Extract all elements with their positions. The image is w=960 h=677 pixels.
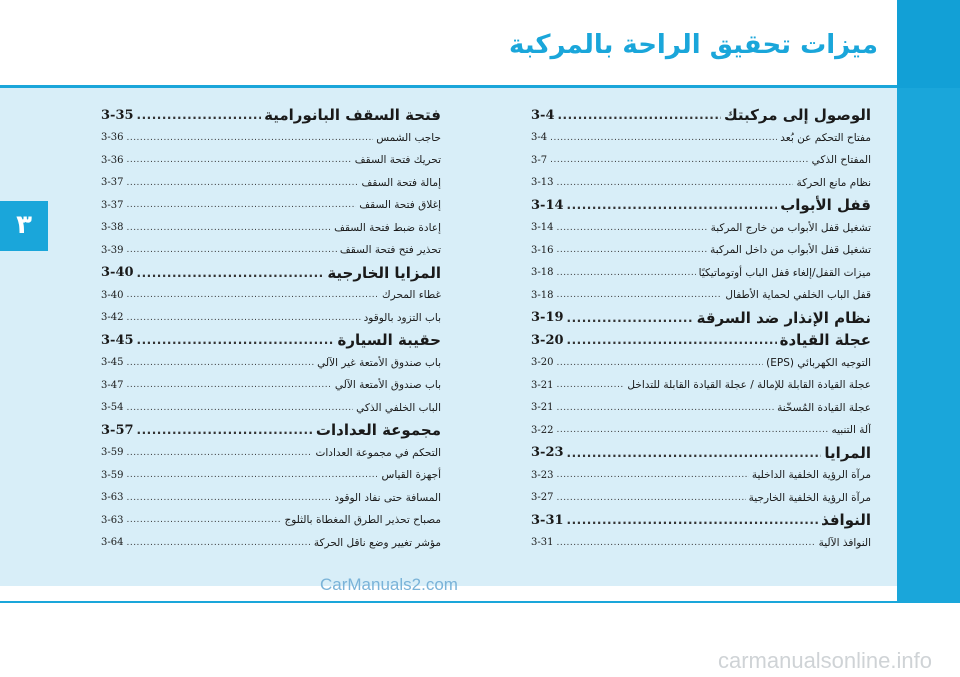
toc-page-number: 3-40 [101, 289, 124, 301]
toc-page-number: 3-47 [101, 379, 124, 391]
toc-leader-dots [126, 200, 356, 210]
toc-leader-dots [126, 155, 351, 165]
toc-entry[interactable] [531, 262, 871, 285]
toc-entry-label: عجلة القيادة المُسخّنة [777, 401, 871, 414]
toc-entry[interactable] [101, 509, 441, 532]
toc-page-number: 3-31 [531, 537, 554, 549]
toc-section-entry[interactable] [531, 104, 871, 127]
toc-entry-label: مجموعة العدادات [315, 421, 441, 440]
toc-leader-dots [556, 290, 722, 300]
toc-entry[interactable] [101, 374, 441, 397]
table-of-contents [88, 88, 897, 586]
toc-entry[interactable] [101, 464, 441, 487]
toc-page-number: 3-14 [531, 222, 554, 234]
toc-leader-dots [567, 198, 778, 212]
toc-entry[interactable] [531, 487, 871, 510]
toc-entry-label: التوجيه الكهربائي (EPS) [766, 356, 871, 369]
toc-entry-label: المفتاح الذكي [811, 154, 871, 167]
toc-section-entry[interactable] [531, 442, 871, 465]
toc-leader-dots [556, 358, 763, 368]
toc-page-number: 3-13 [531, 177, 554, 189]
toc-entry[interactable] [101, 217, 441, 240]
toc-entry[interactable] [101, 194, 441, 217]
toc-entry[interactable] [101, 239, 441, 262]
toc-page-number: 3-45 [101, 332, 134, 348]
toc-section-entry[interactable] [101, 329, 441, 352]
toc-entry-label: إعادة ضبط فتحة السقف [334, 221, 441, 234]
toc-entry-label: الباب الخلفي الذكي [356, 401, 441, 414]
toc-page-number: 3-40 [101, 265, 134, 281]
toc-leader-dots [550, 133, 777, 143]
toc-leader-dots [556, 538, 815, 548]
toc-leader-dots [556, 425, 828, 435]
toc-page-number: 3-23 [531, 469, 554, 481]
toc-leader-dots [126, 245, 336, 255]
toc-entry[interactable] [531, 419, 871, 442]
toc-leader-dots [556, 403, 774, 413]
toc-entry-label: مرآة الرؤية الخلفية الداخلية [751, 469, 871, 482]
toc-leader-dots [126, 538, 310, 548]
toc-leader-dots [556, 245, 707, 255]
toc-entry-label: النوافذ الآلية [818, 536, 871, 549]
toc-leader-dots [126, 290, 379, 300]
toc-entry[interactable] [531, 284, 871, 307]
toc-entry-label: تحريك فتحة السقف [354, 154, 441, 167]
toc-entry-label: الوصول إلى مركبتك [723, 106, 871, 125]
toc-entry[interactable] [101, 442, 441, 465]
toc-entry-label: غطاء المحرك [382, 289, 441, 302]
toc-page-number: 3-27 [531, 492, 554, 504]
toc-leader-dots [126, 358, 314, 368]
toc-leader-dots [556, 493, 745, 503]
toc-entry[interactable] [101, 284, 441, 307]
toc-leader-dots [126, 133, 373, 143]
toc-leader-dots [126, 223, 331, 233]
toc-leader-dots [556, 223, 707, 233]
toc-page-number: 3-57 [101, 422, 134, 438]
toc-entry[interactable] [531, 149, 871, 172]
toc-leader-dots [126, 515, 281, 525]
toc-entry[interactable] [101, 172, 441, 195]
toc-page-number: 3-23 [531, 445, 564, 461]
toc-page-number: 3-20 [531, 357, 554, 369]
toc-entry-label: تشغيل قفل الأبواب من داخل المركبة [710, 244, 871, 257]
toc-page-number: 3-31 [531, 512, 564, 528]
toc-section-entry[interactable] [531, 194, 871, 217]
toc-page-number: 3-38 [101, 222, 124, 234]
toc-leader-dots [567, 446, 822, 460]
toc-leader-dots [126, 493, 331, 503]
toc-column-left [101, 104, 441, 554]
toc-entry-label: نظام مانع الحركة [796, 176, 871, 189]
toc-entry-label: قفل الباب الخلفي لحماية الأطفال [725, 289, 871, 302]
toc-entry-label: ميزات القفل/إلغاء قفل الباب أوتوماتيكيًا [698, 266, 871, 279]
toc-section-entry[interactable] [531, 509, 871, 532]
toc-entry[interactable] [101, 307, 441, 330]
toc-entry-label: باب التزود بالوقود [363, 311, 441, 324]
toc-section-entry[interactable] [101, 419, 441, 442]
toc-entry-label: مصباح تحذير الطرق المغطاة بالثلوج [284, 514, 441, 527]
toc-entry[interactable] [101, 397, 441, 420]
toc-section-entry[interactable] [101, 262, 441, 285]
toc-section-entry[interactable] [101, 104, 441, 127]
toc-entry[interactable] [531, 464, 871, 487]
toc-entry-label: مفتاح التحكم عن بُعد [780, 131, 871, 144]
toc-leader-dots [137, 333, 335, 347]
toc-entry-label: مرآة الرؤية الخلفية الخارجية [748, 491, 871, 504]
right-edge-band-top [897, 0, 960, 88]
toc-page-number: 3-36 [101, 154, 124, 166]
toc-entry-label: باب صندوق الأمتعة الآلي [334, 379, 441, 392]
toc-leader-dots [567, 513, 819, 527]
toc-page-number: 3-4 [531, 132, 548, 144]
toc-page-number: 3-59 [101, 447, 124, 459]
toc-entry-label: قفل الأبواب [780, 196, 871, 215]
toc-section-entry[interactable] [531, 307, 871, 330]
toc-leader-dots [567, 311, 694, 325]
right-edge-band [897, 0, 960, 603]
toc-entry[interactable] [531, 239, 871, 262]
toc-entry[interactable] [531, 217, 871, 240]
toc-page-number: 3-4 [531, 107, 555, 123]
toc-entry-label: مؤشر تغيير وضع ناقل الحركة [313, 536, 441, 549]
toc-leader-dots [556, 380, 624, 390]
toc-entry[interactable] [101, 127, 441, 150]
toc-leader-dots [126, 470, 378, 480]
toc-entry-label: حاجب الشمس [376, 131, 441, 144]
toc-page-number: 3-54 [101, 402, 124, 414]
toc-leader-dots [126, 178, 358, 188]
toc-page-number: 3-63 [101, 514, 124, 526]
toc-page-number: 3-39 [101, 244, 124, 256]
toc-page-number: 3-37 [101, 177, 124, 189]
toc-page-number: 3-16 [531, 244, 554, 256]
toc-entry-label: أجهزة القياس [381, 469, 441, 482]
toc-entry[interactable] [101, 532, 441, 555]
toc-entry[interactable] [101, 149, 441, 172]
toc-page-number: 3-37 [101, 199, 124, 211]
toc-page-number: 3-64 [101, 537, 124, 549]
footer-divider [0, 601, 897, 603]
toc-entry[interactable] [531, 374, 871, 397]
toc-entry-label: تشغيل قفل الأبواب من خارج المركبة [710, 221, 871, 234]
toc-page-number: 3-21 [531, 379, 554, 391]
toc-column-right [531, 104, 871, 554]
watermark-carmanualsonline: carmanualsonline.info [717, 648, 932, 673]
toc-page-number: 3-36 [101, 132, 124, 144]
toc-entry[interactable] [101, 352, 441, 375]
toc-page-number: 3-42 [101, 312, 124, 324]
toc-leader-dots [137, 423, 313, 437]
toc-page-number: 3-18 [531, 289, 554, 301]
toc-page-number: 3-19 [531, 310, 564, 326]
toc-page-number: 3-45 [101, 357, 124, 369]
chapter-tab: ٣ [0, 201, 48, 251]
toc-leader-dots [126, 313, 360, 323]
toc-page-number: 3-7 [531, 154, 548, 166]
page-title: ميزات تحقيق الراحة بالمركبة [508, 30, 878, 60]
toc-entry-label: عجلة القيادة [779, 331, 871, 350]
toc-entry-label: المسافة حتى نفاد الوقود [334, 491, 441, 504]
toc-leader-dots [556, 178, 793, 188]
toc-leader-dots [126, 380, 331, 390]
toc-entry-label: نظام الإنذار ضد السرقة [696, 308, 871, 327]
toc-leader-dots [126, 403, 353, 413]
toc-entry-label: إغلاق فتحة السقف [359, 199, 441, 212]
toc-entry-label: المزايا الخارجية [327, 263, 441, 282]
toc-leader-dots [556, 268, 695, 278]
toc-leader-dots [567, 333, 777, 347]
toc-page-number: 3-35 [101, 107, 134, 123]
toc-entry-label: حقيبة السيارة [337, 331, 441, 350]
toc-entry-label: فتحة السقف البانورامية [264, 106, 441, 125]
toc-leader-dots [558, 108, 721, 122]
toc-leader-dots [137, 108, 262, 122]
toc-entry[interactable] [531, 532, 871, 555]
toc-entry-label: المرايا [824, 443, 871, 462]
toc-entry[interactable] [531, 172, 871, 195]
toc-entry-label: النوافذ [821, 511, 871, 530]
toc-page-number: 3-14 [531, 197, 564, 213]
toc-page-number: 3-63 [101, 492, 124, 504]
toc-entry-label: عجلة القيادة القابلة للإمالة / عجلة القيادة القابلة للتداخل [627, 379, 871, 392]
watermark-carmanuals2: CarManuals2.com [320, 575, 458, 594]
toc-page-number: 3-21 [531, 402, 554, 414]
toc-entry[interactable] [531, 397, 871, 420]
toc-entry-label: آلة التنبيه [831, 424, 871, 437]
toc-entry-label: التحكم في مجموعة العدادات [315, 446, 441, 459]
toc-leader-dots [550, 155, 809, 165]
toc-page-number: 3-18 [531, 267, 554, 279]
toc-entry-label: باب صندوق الأمتعة غير الآلي [317, 356, 441, 369]
toc-page-number: 3-22 [531, 424, 554, 436]
toc-page-number: 3-59 [101, 469, 124, 481]
toc-section-entry[interactable] [531, 329, 871, 352]
toc-entry-label: تحذير فتح فتحة السقف [339, 244, 441, 257]
left-margin-panel [0, 88, 88, 586]
toc-leader-dots [126, 448, 312, 458]
toc-leader-dots [137, 266, 325, 280]
toc-entry-label: إمالة فتحة السقف [361, 176, 441, 189]
toc-entry[interactable] [531, 352, 871, 375]
toc-page-number: 3-20 [531, 332, 564, 348]
toc-entry[interactable] [101, 487, 441, 510]
toc-entry[interactable] [531, 127, 871, 150]
toc-leader-dots [556, 470, 748, 480]
